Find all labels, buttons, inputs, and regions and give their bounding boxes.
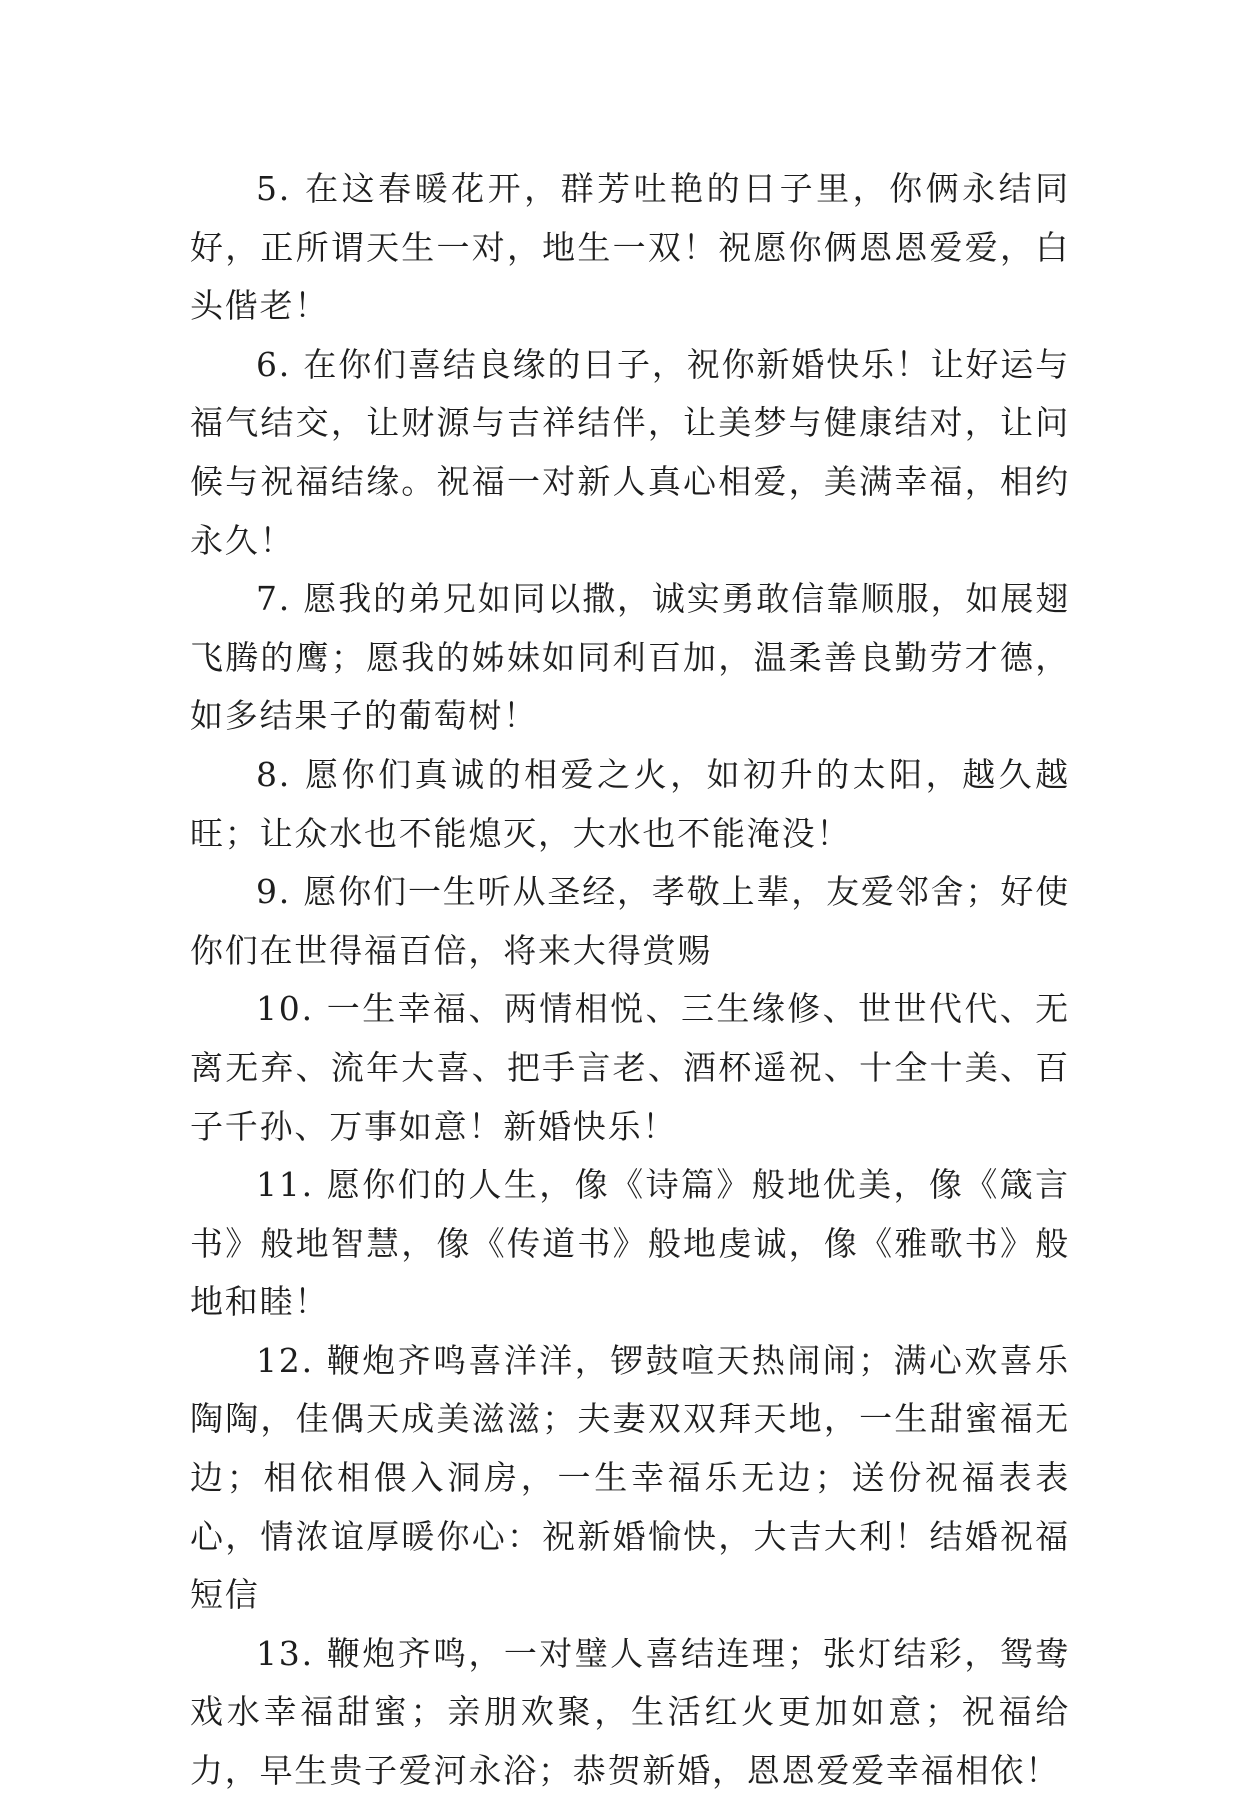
paragraph-blessing-11: 11. 愿你们的人生，像《诗篇》般地优美，像《箴言书》般地智慧，像《传道书》般地虔诚，像《雅歌书》般地和睦！ <box>190 1165 1070 1322</box>
document-body <box>190 160 1070 1801</box>
paragraph-blessing-5: 5. 在这春暖花开，群芳吐艳的日子里，你俩永结同好，正所谓天生一对，地生一双！祝愿你俩恩恩爱爱，白头偕老！ <box>190 169 1070 326</box>
paragraph-blessing-9: 9. 愿你们一生听从圣经，孝敬上辈，友爱邻舍；好使你们在世得福百倍，将来大得赏赐 <box>190 872 1070 970</box>
paragraph-blessing-13: 13. 鞭炮齐鸣，一对璧人喜结连理；张灯结彩，鸳鸯戏水幸福甜蜜；亲朋欢聚，生活红火更加如意；祝福给力，早生贵子爱河永浴；恭贺新婚，恩恩爱爱幸福相依！ <box>190 1633 1070 1791</box>
paragraph-blessing-12: 12. 鞭炮齐鸣喜洋洋，锣鼓喧天热闹闹；满心欢喜乐陶陶，佳偶天成美滋滋；夫妻双双拜天地，一生甜蜜福无边；相依相偎入洞房，一生幸福乐无边；送份祝福表表心，情浓谊厚暖你心：祝新婚愉快，大吉大利！结婚祝福短信 <box>190 1340 1070 1615</box>
paragraph-blessing-10: 10. 一生幸福、两情相悦、三生缘修、世世代代、无离无弃、流年大喜、把手言老、酒杯遥祝、十全十美、百子千孙、万事如意！新婚快乐！ <box>190 989 1070 1146</box>
paragraph-blessing-7: 7. 愿我的弟兄如同以撒，诚实勇敢信靠顺服，如展翅飞腾的鹰；愿我的姊妹如同利百加，温柔善良勤劳才德，如多结果子的葡萄树！ <box>190 579 1070 736</box>
paragraph-blessing-6: 6. 在你们喜结良缘的日子，祝你新婚快乐！让好运与福气结交，让财源与吉祥结伴，让美梦与健康结对，让问候与祝福结缘。祝福一对新人真心相爱，美满幸福，相约永久！ <box>190 344 1070 560</box>
paragraph-blessing-8: 8. 愿你们真诚的相爱之火，如初升的太阳，越久越旺；让众水也不能熄灭，大水也不能淹没！ <box>190 754 1070 853</box>
